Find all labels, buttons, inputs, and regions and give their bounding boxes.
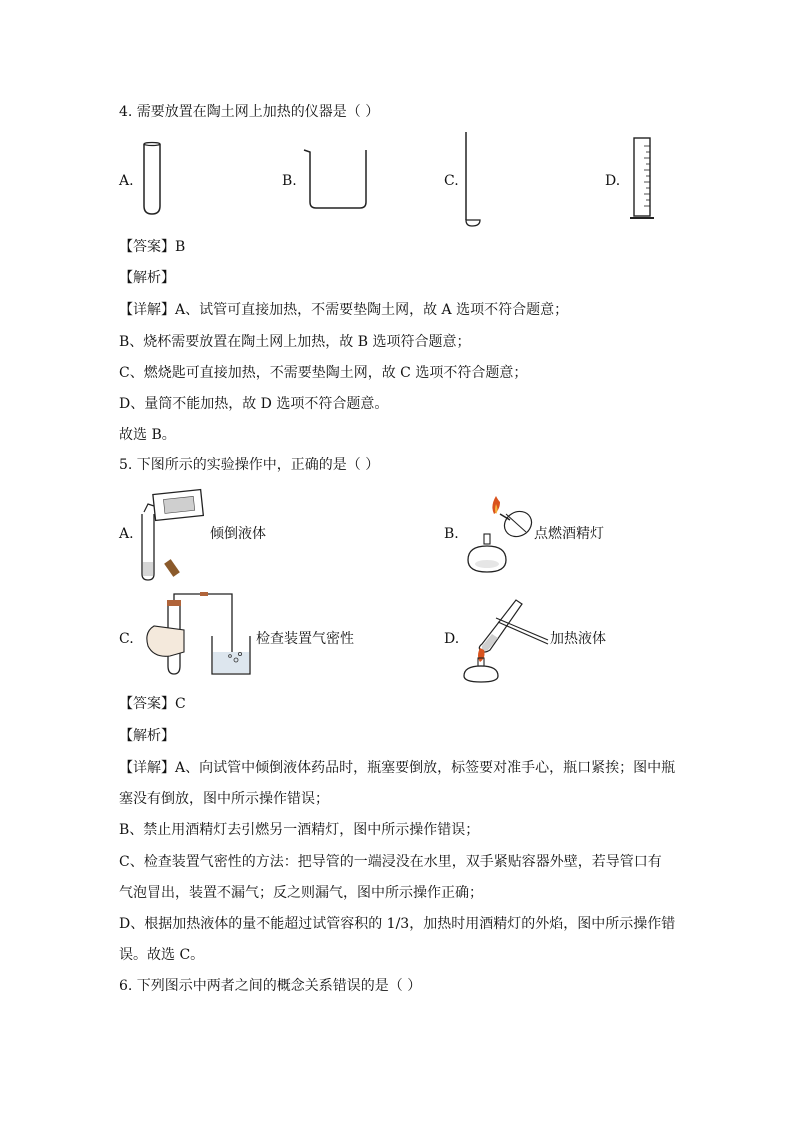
q4-answer: 【答案】B [119, 239, 186, 255]
q5-caption-c: 检查装置气密性 [256, 631, 354, 647]
airtightness-check-icon [140, 596, 252, 678]
q4-conclusion: 故选 B。 [119, 427, 176, 443]
q5-option-b-label: B. [444, 526, 459, 542]
test-tube-icon [140, 140, 164, 218]
q5-option-d-label: D. [444, 631, 460, 647]
q4-analysis-title: 【解析】 [119, 270, 175, 286]
q5-option-a-label: A. [119, 526, 134, 542]
q4-detail: 【详解】A、试管可直接加热，不需要垫陶土网，故 A 选项不符合题意； [119, 302, 569, 318]
q4-line-c: C、燃烧匙可直接加热，不需要垫陶土网，故 C 选项不符合题意； [119, 365, 528, 381]
q5-analysis-title: 【解析】 [119, 728, 175, 744]
q5-caption-d: 加热液体 [550, 631, 606, 647]
q4-option-d-label: D. [605, 173, 621, 189]
q5-detail-2: 塞没有倒放，图中所示操作错误； [119, 791, 329, 807]
q5-detail-1: 【详解】A、向试管中倾倒液体药品时，瓶塞要倒放，标签要对准手心，瓶口紧挨；图中瓶 [119, 760, 676, 776]
q5-answer: 【答案】C [119, 696, 186, 712]
combustion-spoon-icon [458, 130, 488, 230]
q5-option-c-label: C. [119, 631, 134, 647]
q5-line-c2: 气泡冒出，装置不漏气；反之则漏气，图中所示操作正确； [119, 885, 483, 901]
pouring-liquid-icon [138, 484, 208, 584]
q4-line-d: D、量筒不能加热，故 D 选项不符合题意。 [119, 396, 389, 412]
q5-line-d1: D、根据加热液体的量不能超过试管容积的 1/3，加热时用酒精灯的外焰，图中所示操作错 [119, 916, 676, 932]
q4-option-b-label: B. [282, 173, 297, 189]
q5-caption-a: 倾倒液体 [210, 526, 266, 542]
q4-question: 4. 需要放置在陶土网上加热的仪器是（ ） [119, 104, 380, 120]
lighting-alcohol-lamp-icon [460, 490, 535, 576]
graduated-cylinder-icon [626, 136, 660, 222]
q5-line-d2: 误。故选 C。 [119, 947, 205, 963]
q5-line-b: B、禁止用酒精灯去引燃另一酒精灯，图中所示操作错误； [119, 822, 480, 838]
q5-caption-b: 点燃酒精灯 [534, 526, 604, 542]
q4-option-c-label: C. [444, 173, 459, 189]
q4-option-a-label: A. [119, 173, 134, 189]
heating-liquid-icon [458, 592, 550, 684]
q5-question: 5. 下图所示的实验操作中，正确的是（ ） [119, 457, 380, 473]
beaker-icon [302, 146, 372, 210]
q4-line-b: B、烧杯需要放置在陶土网上加热，故 B 选项符合题意； [119, 334, 471, 350]
q5-line-c1: C、检查装置气密性的方法：把导管的一端浸没在水里，双手紧贴容器外壁，若导管口有 [119, 854, 662, 870]
q6-question: 6. 下列图示中两者之间的概念关系错误的是（ ） [119, 978, 422, 994]
